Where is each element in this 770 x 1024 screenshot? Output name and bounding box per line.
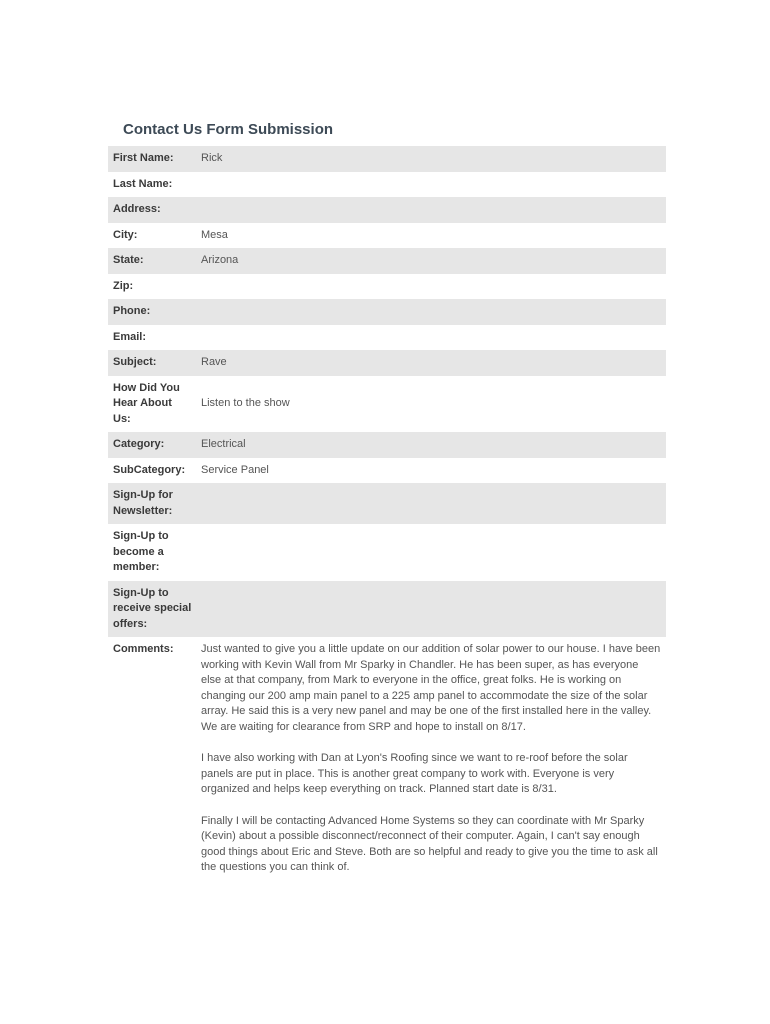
- field-value: [197, 274, 666, 300]
- field-value: Rave: [197, 350, 666, 376]
- field-label: City:: [113, 228, 138, 241]
- row-state: [108, 248, 666, 274]
- field-value: Rick: [197, 146, 666, 172]
- comment-paragraph: Just wanted to give you a little update on our addition of solar power to our house. I have been working with Kevin Wall from Mr Sparky in Chandler. He has been super, as has everyone else at that company, from Mark to everyone in the office, great folks. He is working on changing our 200 amp main panel to a 225 amp panel to accommodate the size of the solar array. He said this is a very new panel and may be one of the first installed here in the valley. We are waiting for clearance from SRP and hope to install on 8/17.: [201, 643, 661, 733]
- row-subject: [108, 350, 666, 376]
- field-value: Electrical: [197, 432, 666, 458]
- field-label: First Name:: [108, 146, 197, 172]
- comment-paragraph: I have also working with Dan at Lyon's Roofing since we want to re-roof before the solar panels are put in place. This is another great company to work with. Everyone is very organized and helps keep everything on track. Planned start date is 8/31.: [201, 752, 628, 795]
- field-label: SubCategory:: [113, 463, 186, 476]
- row-phone: [108, 299, 666, 325]
- row-how-did-you-hear: [108, 376, 666, 433]
- field-value: [197, 483, 666, 524]
- row-city: [108, 223, 666, 249]
- field-label: Address:: [108, 197, 197, 223]
- row-email: [108, 325, 666, 351]
- field-label: Comments:: [113, 643, 174, 655]
- field-value: [197, 581, 666, 638]
- field-value: [197, 325, 666, 351]
- row-zip: [108, 274, 666, 300]
- row-member: [108, 524, 666, 581]
- row-category: [108, 432, 666, 458]
- field-value: [197, 524, 666, 581]
- field-value: [197, 299, 666, 325]
- page-title: Contact Us Form Submission: [123, 121, 334, 138]
- row-special-offers: [108, 581, 666, 638]
- row-address: [108, 197, 666, 223]
- row-subcategory: [108, 458, 666, 484]
- field-value: [197, 172, 666, 198]
- field-label: Phone:: [108, 299, 197, 325]
- field-label: Category:: [108, 432, 197, 458]
- row-first-name: [108, 146, 666, 172]
- field-label: How Did You Hear About Us:: [113, 381, 180, 425]
- row-last-name: [108, 172, 666, 198]
- field-value: Mesa: [201, 228, 228, 241]
- comment-paragraph: Finally I will be contacting Advanced Home Systems so they can coordinate with Mr Sparky (Kevin) about a possible disconnect/reconnect of their computer. Again, I can't say enough good things about Eric and Steve. Both are so helpful and ready to give you the time to ask all the questions you can think of.: [201, 814, 658, 873]
- field-value: Listen to the show: [201, 397, 290, 409]
- field-label: State:: [108, 248, 197, 274]
- form-table: [108, 146, 666, 881]
- row-newsletter: [108, 483, 666, 524]
- form-submission: [108, 118, 666, 881]
- field-value: Arizona: [197, 248, 666, 274]
- row-comments: [108, 637, 666, 881]
- field-label: Sign-Up to become a member:: [113, 530, 169, 573]
- field-label: Email:: [113, 330, 147, 343]
- field-value: Service Panel: [201, 463, 269, 476]
- field-label: Subject:: [108, 350, 197, 376]
- field-value: [197, 197, 666, 223]
- field-label: Sign-Up for Newsletter:: [108, 483, 197, 524]
- field-label: Sign-Up to receive special offers:: [108, 581, 197, 638]
- comments-body: [197, 637, 666, 881]
- field-label: Last Name:: [113, 177, 173, 190]
- field-label: Zip:: [113, 279, 134, 292]
